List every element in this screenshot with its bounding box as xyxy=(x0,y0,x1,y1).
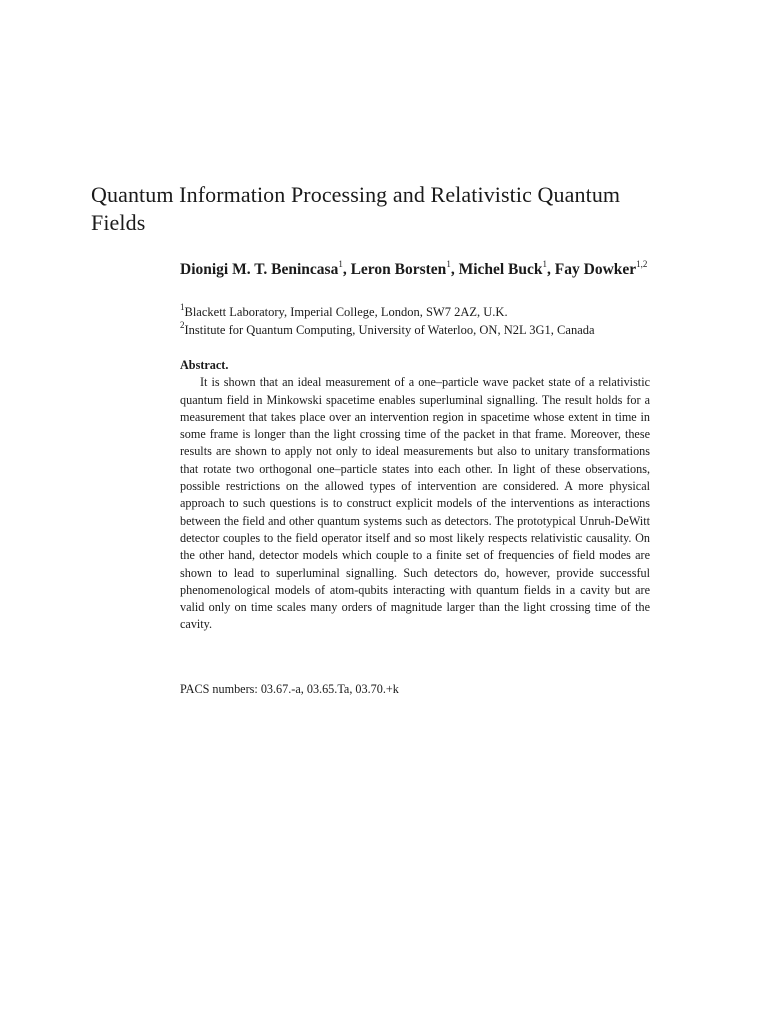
author-name: Fay Dowker xyxy=(554,261,637,278)
affiliation-text: Blackett Laboratory, Imperial College, London, SW7 2AZ, U.K. xyxy=(184,305,508,319)
abstract-heading: Abstract. xyxy=(180,358,229,372)
author-affiliation-mark: 1,2 xyxy=(636,258,648,269)
affiliation-mark: 2 xyxy=(180,319,185,330)
pacs-numbers: PACS numbers: 03.67.-a, 03.65.Ta, 03.70.+k xyxy=(180,682,399,696)
paper-title: Quantum Information Processing and Relativistic Quantum Fields xyxy=(91,182,621,235)
affiliation-line xyxy=(180,321,660,339)
author-list: Dionigi M. T. Benincasa$^1$, Leron Borsten$^1$, Michel Buck$^1$, Fay Dowker$^{1,2}$ xyxy=(180,258,648,278)
author-affiliation-mark: 1 xyxy=(542,258,548,269)
author-affiliation-mark: 1 xyxy=(338,258,343,269)
affiliation-line xyxy=(180,303,660,321)
affiliation-list xyxy=(180,303,660,339)
author-affiliation-mark: 1 xyxy=(446,258,451,269)
abstract-section xyxy=(180,357,650,634)
author-name: Michel Buck xyxy=(458,261,543,278)
abstract-text: It is shown that an ideal measurement of a one–particle wave packet state of a relativistic quantum field in Minkowski spacetime enables superluminal signalling. The result holds for a measurement that takes place over an intervention region in spacetime whose extent in time in some frame is longer than the light crossing time of the packet in that frame. Moreover, these results are shown to apply not only to ideal measurements but also to unitary transformations that rotate two orthogonal one–particle states into each other. In light of these observations, possible restrictions on the allowed types of intervention are considered. A more physical approach to such questions is to construct explicit models of the interventions as interactions between the field and other quantum systems such as detectors. The prototypical Unruh-DeWitt detector couples to the field operator itself and so most likely respects relativistic causality. On the other hand, detector models which couple to a finite set of frequencies of field modes are shown to lead to superluminal signalling. Such detectors do, however, provide successful phenomenological models of atom-qubits interacting with quantum fields in a cavity but are valid only on time scales many orders of magnitude larger than the light crossing time of the cavity. xyxy=(180,375,650,632)
affiliation-text: Institute for Quantum Computing, University of Waterloo, ON, N2L 3G1, Canada xyxy=(184,323,595,337)
author-name: Leron Borsten xyxy=(350,261,447,278)
author-name: Dionigi M. T. Benincasa xyxy=(180,261,339,278)
affiliation-mark: 1 xyxy=(180,301,185,312)
